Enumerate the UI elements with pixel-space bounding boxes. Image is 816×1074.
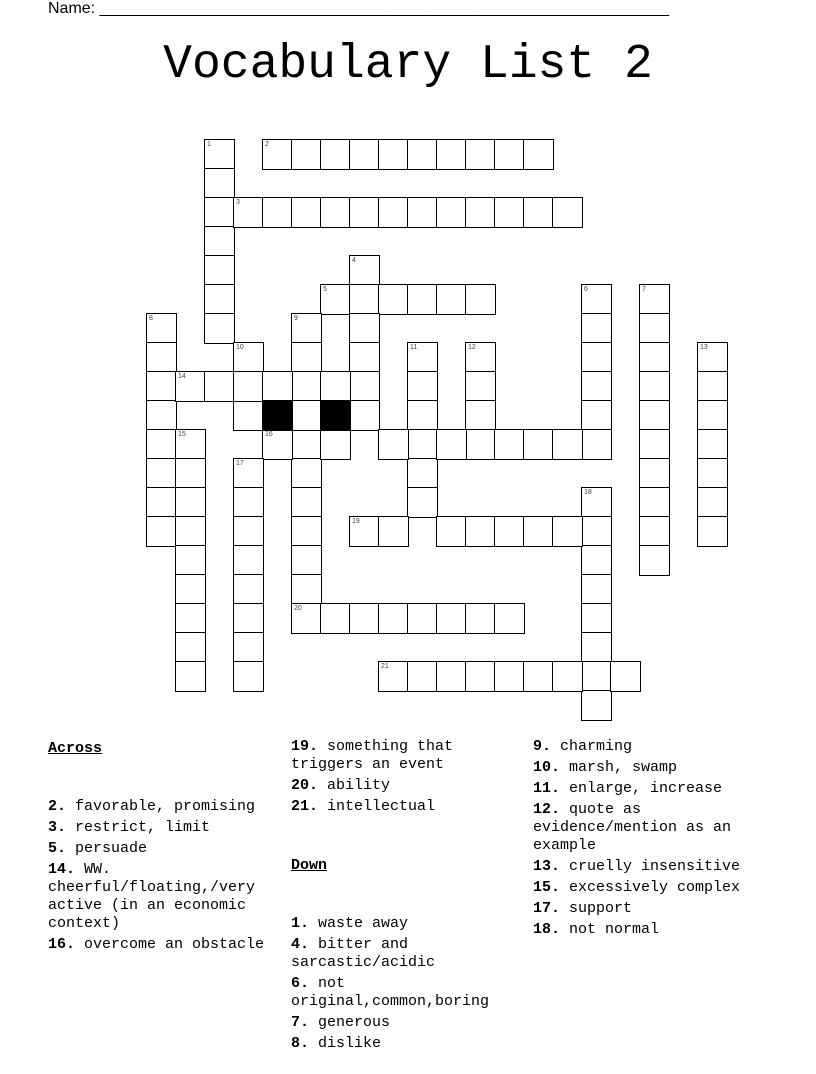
crossword-cell[interactable] <box>494 661 525 692</box>
clue-number: 18 <box>584 489 592 496</box>
crossword-cell[interactable] <box>436 139 467 170</box>
clue-item-number: 9. <box>533 738 552 755</box>
crossword-cell[interactable] <box>175 545 206 576</box>
crossword-cell[interactable] <box>581 661 612 692</box>
crossword-cell[interactable] <box>233 603 264 634</box>
crossword-cell[interactable] <box>262 139 293 170</box>
crossword-cell[interactable] <box>291 458 322 489</box>
crossword-cell[interactable] <box>552 516 583 547</box>
crossword-cell[interactable] <box>552 429 583 460</box>
crossword-cell[interactable] <box>639 516 670 547</box>
down-clue-list <box>291 915 527 1053</box>
crossword-cell[interactable] <box>146 313 177 344</box>
crossword-cell[interactable] <box>349 255 380 286</box>
crossword-cell[interactable] <box>204 284 235 315</box>
crossword-cell[interactable] <box>349 139 380 170</box>
crossword-cell[interactable] <box>291 429 322 460</box>
crossword-cell[interactable] <box>407 400 438 431</box>
crossword-cell[interactable] <box>146 516 177 547</box>
clue-item-number: 10. <box>533 759 561 776</box>
clue-item <box>291 936 527 972</box>
crossword-cell[interactable] <box>639 429 670 460</box>
crossword-cell[interactable] <box>233 371 264 402</box>
down-clue-list-continued <box>533 738 783 939</box>
crossword-cell[interactable] <box>233 516 264 547</box>
clue-item-text: excessively complex <box>560 879 741 896</box>
crossword-cell[interactable] <box>465 429 496 460</box>
clue-item-text: support <box>560 900 633 917</box>
clue-number: 7 <box>642 286 646 293</box>
clue-number: 13 <box>700 344 708 351</box>
crossword-cell[interactable] <box>436 603 467 634</box>
crossword-cell[interactable] <box>175 632 206 663</box>
clue-item <box>48 798 282 816</box>
crossword-cell[interactable] <box>320 371 351 402</box>
clue-number: 21 <box>381 663 389 670</box>
clue-number: 12 <box>468 344 476 351</box>
crossword-cell[interactable] <box>581 632 612 663</box>
crossword-cell[interactable] <box>233 342 264 373</box>
crossword-cell[interactable] <box>320 197 351 228</box>
crossword-cell[interactable] <box>262 371 293 402</box>
crossword-cell[interactable] <box>436 516 467 547</box>
crossword-cell[interactable] <box>349 342 380 373</box>
clue-item-text: intellectual <box>318 798 436 815</box>
clue-item-number: 4. <box>291 936 310 953</box>
clue-item-number: 8. <box>291 1035 310 1052</box>
clue-item-text: marsh, swamp <box>560 759 678 776</box>
crossword-cell[interactable] <box>407 197 438 228</box>
crossword-cell[interactable] <box>407 371 438 402</box>
clue-item-text: WW. cheerful/floating,/very active (in an economic context) <box>48 861 265 932</box>
crossword-cell[interactable] <box>291 342 322 373</box>
clue-item-number: 15. <box>533 879 561 896</box>
crossword-cell[interactable] <box>349 371 380 402</box>
clue-item-text: bitter and sarcastic/acidic <box>291 936 436 971</box>
clue-item <box>291 1014 527 1032</box>
crossword-cell[interactable] <box>262 429 293 460</box>
crossword-cell[interactable] <box>407 487 438 518</box>
clue-item-number: 21. <box>291 798 319 815</box>
crossword-cell[interactable] <box>697 429 728 460</box>
crossword-cell[interactable] <box>291 313 322 344</box>
crossword-cell[interactable] <box>233 197 264 228</box>
crossword-cell[interactable] <box>639 284 670 315</box>
clue-item-text: persuade <box>66 840 148 857</box>
crossword-cell[interactable] <box>146 400 177 431</box>
crossword-cell[interactable] <box>581 603 612 634</box>
crossword-cell[interactable] <box>175 487 206 518</box>
crossword-cell[interactable] <box>697 516 728 547</box>
crossword-cell[interactable] <box>407 603 438 634</box>
clue-item-number: 7. <box>291 1014 310 1031</box>
crossword-cell[interactable] <box>523 197 554 228</box>
crossword-cell[interactable] <box>465 371 496 402</box>
clue-item <box>48 861 282 933</box>
clue-item-text: quote as evidence/mention as an example <box>533 801 741 854</box>
crossword-cell[interactable] <box>552 661 583 692</box>
clue-item-number: 19. <box>291 738 319 755</box>
clue-item <box>291 975 527 1011</box>
clue-number: 10 <box>236 344 244 351</box>
crossword-black-cell <box>320 400 351 431</box>
clue-number: 20 <box>294 605 302 612</box>
crossword-cell[interactable] <box>378 197 409 228</box>
across-clue-list-continued <box>291 738 527 816</box>
clue-item <box>291 1035 527 1053</box>
crossword-cell[interactable] <box>465 139 496 170</box>
crossword-cell[interactable] <box>494 197 525 228</box>
crossword-cell[interactable] <box>465 603 496 634</box>
crossword-cell[interactable] <box>320 139 351 170</box>
clue-item-number: 20. <box>291 777 319 794</box>
crossword-cell[interactable] <box>581 313 612 344</box>
crossword-cell[interactable] <box>465 342 496 373</box>
crossword-cell[interactable] <box>494 603 525 634</box>
crossword-cell[interactable] <box>204 255 235 286</box>
crossword-cell[interactable] <box>175 429 206 460</box>
clue-item <box>533 879 783 897</box>
crossword-cell[interactable] <box>233 487 264 518</box>
crossword-cell[interactable] <box>407 458 438 489</box>
crossword-cell[interactable] <box>233 661 264 692</box>
crossword-cell[interactable] <box>581 284 612 315</box>
crossword-cell[interactable] <box>349 313 380 344</box>
clue-column-3 <box>533 702 783 960</box>
crossword-cell[interactable] <box>552 197 583 228</box>
crossword-cell[interactable] <box>262 197 293 228</box>
crossword-cell[interactable] <box>291 516 322 547</box>
crossword-cell[interactable] <box>639 342 670 373</box>
crossword-cell[interactable] <box>407 661 438 692</box>
clue-number: 8 <box>149 315 153 322</box>
clue-item-number: 17. <box>533 900 561 917</box>
clue-item-text: not original,common,boring <box>291 975 490 1010</box>
clue-item-number: 6. <box>291 975 310 992</box>
crossword-cell[interactable] <box>436 284 467 315</box>
crossword-cell[interactable] <box>407 342 438 373</box>
crossword-cell[interactable] <box>146 371 177 402</box>
crossword-cell[interactable] <box>697 342 728 373</box>
crossword-cell[interactable] <box>581 545 612 576</box>
crossword-cell[interactable] <box>639 371 670 402</box>
clue-item-text: something that triggers an event <box>291 738 463 773</box>
clue-item <box>48 936 282 954</box>
crossword-cell[interactable] <box>291 487 322 518</box>
clue-number: 19 <box>352 518 360 525</box>
clue-item-text: enlarge, increase <box>560 780 723 797</box>
crossword-cell[interactable] <box>697 487 728 518</box>
crossword-cell[interactable] <box>291 371 322 402</box>
clue-item-text: dislike <box>309 1035 382 1052</box>
crossword-cell[interactable] <box>291 574 322 605</box>
clue-item <box>533 921 783 939</box>
crossword-cell[interactable] <box>320 284 351 315</box>
crossword-black-cell <box>262 400 293 431</box>
crossword-cell[interactable] <box>291 400 322 431</box>
crossword-cell[interactable] <box>204 371 235 402</box>
crossword-cell[interactable] <box>639 545 670 576</box>
down-heading: Down <box>291 857 328 874</box>
crossword-cell[interactable] <box>494 429 525 460</box>
crossword-cell[interactable] <box>146 342 177 373</box>
crossword-cell[interactable] <box>291 545 322 576</box>
clue-item <box>291 798 527 816</box>
crossword-cell[interactable] <box>291 197 322 228</box>
crossword-cell[interactable] <box>233 574 264 605</box>
crossword-cell[interactable] <box>378 603 409 634</box>
crossword-cell[interactable] <box>639 487 670 518</box>
clue-item-text: waste away <box>309 915 409 932</box>
clue-item <box>533 759 783 777</box>
crossword-cell[interactable] <box>639 313 670 344</box>
crossword-cell[interactable] <box>175 458 206 489</box>
clue-item-text: overcome an obstacle <box>75 936 265 953</box>
crossword-cell[interactable] <box>175 574 206 605</box>
crossword-cell[interactable] <box>465 661 496 692</box>
name-blank: ________________________________________________________________ <box>99 0 670 17</box>
crossword-cell[interactable] <box>465 284 496 315</box>
page-title: Vocabulary List 2 <box>163 38 653 92</box>
crossword-cell[interactable] <box>465 197 496 228</box>
clue-number: 11 <box>410 344 418 351</box>
clue-column-1 <box>48 702 282 975</box>
crossword-cell[interactable] <box>436 661 467 692</box>
clue-column-2 <box>291 702 527 1074</box>
clue-number: 15 <box>178 431 186 438</box>
clue-item <box>48 840 282 858</box>
clue-item <box>48 819 282 837</box>
crossword-cell[interactable] <box>378 661 409 692</box>
clue-item-number: 11. <box>533 780 561 797</box>
clue-number: 16 <box>265 431 273 438</box>
clue-number: 4 <box>352 257 356 264</box>
clue-item <box>533 780 783 798</box>
crossword-cell[interactable] <box>378 139 409 170</box>
crossword-cell[interactable] <box>204 226 235 257</box>
crossword-cell[interactable] <box>233 458 264 489</box>
clue-item-number: 1. <box>291 915 310 932</box>
clue-item-text: restrict, limit <box>66 819 211 836</box>
clue-item <box>533 858 783 876</box>
name-label: Name: <box>48 0 100 17</box>
crossword-cell[interactable] <box>494 516 525 547</box>
crossword-cell[interactable] <box>349 284 380 315</box>
crossword-cell[interactable] <box>204 168 235 199</box>
clue-item-number: 3. <box>48 819 67 836</box>
clue-item-number: 2. <box>48 798 67 815</box>
clue-item <box>291 777 527 795</box>
crossword-cell[interactable] <box>320 429 351 460</box>
crossword-cell[interactable] <box>233 632 264 663</box>
crossword-cell[interactable] <box>581 516 612 547</box>
clue-number: 14 <box>178 373 186 380</box>
crossword-cell[interactable] <box>407 284 438 315</box>
clue-item-text: cruelly insensitive <box>560 858 741 875</box>
crossword-cell[interactable] <box>639 400 670 431</box>
clue-item <box>291 738 527 774</box>
crossword-cell[interactable] <box>146 487 177 518</box>
crossword-cell[interactable] <box>697 400 728 431</box>
clue-number: 9 <box>294 315 298 322</box>
clue-item-text: favorable, promising <box>66 798 256 815</box>
clue-item-text: generous <box>309 1014 391 1031</box>
crossword-cell[interactable] <box>697 458 728 489</box>
crossword-cell[interactable] <box>291 603 322 634</box>
crossword-cell[interactable] <box>581 371 612 402</box>
crossword-cell[interactable] <box>436 429 467 460</box>
across-heading: Across <box>48 740 103 757</box>
crossword-cell[interactable] <box>407 429 438 460</box>
crossword-cell[interactable] <box>233 400 264 431</box>
crossword-cell[interactable] <box>349 400 380 431</box>
crossword-cell[interactable] <box>523 661 554 692</box>
crossword-cell[interactable] <box>233 545 264 576</box>
clue-item-number: 12. <box>533 801 561 818</box>
crossword-cell[interactable] <box>175 603 206 634</box>
crossword-cell[interactable] <box>378 284 409 315</box>
crossword-cell[interactable] <box>349 603 380 634</box>
crossword-cell[interactable] <box>320 603 351 634</box>
crossword-cell[interactable] <box>581 574 612 605</box>
across-clue-list <box>48 798 282 954</box>
clue-item <box>533 900 783 918</box>
crossword-cell[interactable] <box>204 313 235 344</box>
clue-number: 3 <box>236 199 240 206</box>
clue-item <box>533 738 783 756</box>
clue-item-number: 14. <box>48 861 76 878</box>
crossword-cell[interactable] <box>146 429 177 460</box>
crossword-cell[interactable] <box>436 197 467 228</box>
crossword-cell[interactable] <box>146 458 177 489</box>
crossword-cell[interactable] <box>610 661 641 692</box>
clue-item-number: 16. <box>48 936 76 953</box>
crossword-cell[interactable] <box>581 342 612 373</box>
crossword-cell[interactable] <box>465 516 496 547</box>
crossword-cell[interactable] <box>697 371 728 402</box>
clue-item <box>291 915 527 933</box>
crossword-cell[interactable] <box>378 429 409 460</box>
crossword-cell[interactable] <box>204 197 235 228</box>
clue-number: 6 <box>584 286 588 293</box>
crossword-cell[interactable] <box>204 139 235 170</box>
crossword-cell[interactable] <box>639 458 670 489</box>
clue-item-number: 13. <box>533 858 561 875</box>
crossword-cell[interactable] <box>494 139 525 170</box>
crossword-cell[interactable] <box>378 516 409 547</box>
crossword-cell[interactable] <box>407 139 438 170</box>
clue-item-number: 18. <box>533 921 561 938</box>
crossword-cell[interactable] <box>349 197 380 228</box>
clue-item-number: 5. <box>48 840 67 857</box>
crossword-cell[interactable] <box>349 516 380 547</box>
clue-item-text: charming <box>551 738 633 755</box>
clue-item-text: not normal <box>560 921 660 938</box>
crossword-cell[interactable] <box>175 371 206 402</box>
crossword-cell[interactable] <box>523 516 554 547</box>
clue-number: 17 <box>236 460 244 467</box>
crossword-cell[interactable] <box>523 429 554 460</box>
crossword-cell[interactable] <box>291 139 322 170</box>
crossword-cell[interactable] <box>523 139 554 170</box>
clue-number: 5 <box>323 286 327 293</box>
clue-number: 1 <box>207 141 211 148</box>
crossword-cell[interactable] <box>581 487 612 518</box>
clue-number: 2 <box>265 141 269 148</box>
clue-item <box>533 801 783 855</box>
crossword-cell[interactable] <box>465 400 496 431</box>
crossword-cell[interactable] <box>175 516 206 547</box>
crossword-cell[interactable] <box>581 429 612 460</box>
crossword-cell[interactable] <box>175 661 206 692</box>
clue-item-text: ability <box>318 777 391 794</box>
crossword-cell[interactable] <box>581 400 612 431</box>
